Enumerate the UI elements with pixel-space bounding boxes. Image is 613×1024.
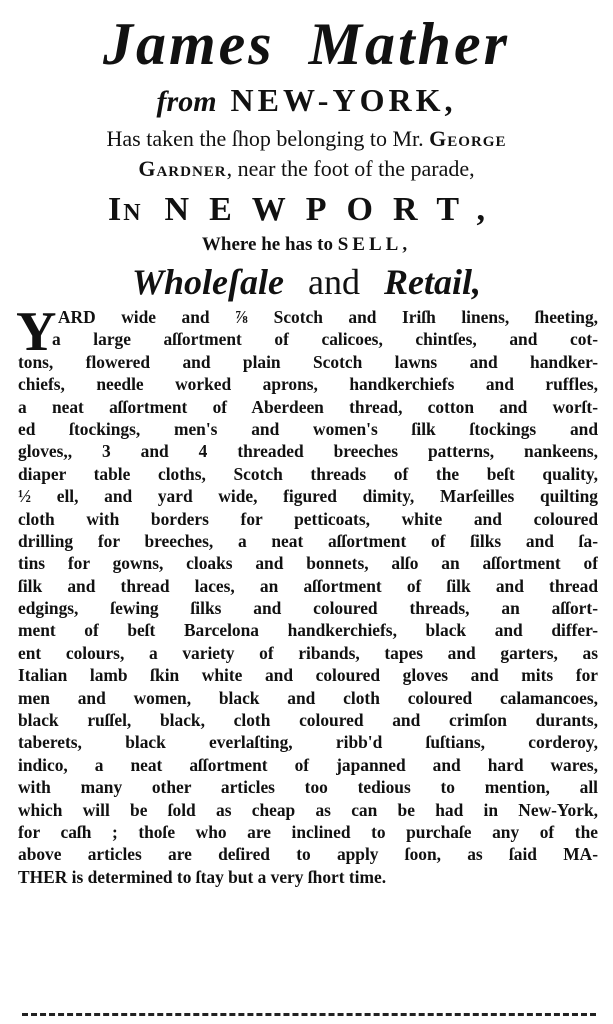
wholesale-word: Wholeſale	[132, 262, 284, 302]
paragraph-line: ſilk and thread laces, an aſſortment of ſilk and thread	[18, 575, 598, 596]
shop-owner-first-name: George	[429, 126, 507, 151]
paragraph-line: THER is determined to ſtay but a very ſhort time.	[18, 866, 387, 887]
and-word: and	[308, 262, 360, 302]
origin-city: NEW-YORK,	[230, 82, 457, 118]
paragraph-line: for caſh ; thoſe who are inclined to purchaſe any of the	[18, 821, 598, 842]
paragraph-line: diaper table cloths, Scotch threads of the beſt quality,	[18, 463, 598, 484]
retail-word: Retail,	[383, 262, 481, 302]
paragraph-line: ed ſtockings, men's and women's ſilk ſtockings and	[18, 418, 598, 439]
paragraph-line: a large aſſortment of calicoes, chintſes, and cot-	[52, 329, 598, 350]
paragraph-line: drilling for breeches, a neat aſſortment of ſilks and ſa-	[18, 530, 598, 551]
goods-list-paragraph	[16, 301, 598, 888]
paragraph-line: a neat aſſortment of Aberdeen thread, cotton and worſt-	[18, 396, 598, 417]
paragraph-line: taberets, black everlaſting, ribb'd ſuſtians, corderoy,	[18, 732, 598, 753]
shop-line-2-text: , near the foot of the parade,	[226, 156, 475, 181]
sell-line-text: Where he has to	[201, 234, 338, 255]
wholesale-retail-line	[0, 260, 613, 304]
shop-owner-last-name: Gardner	[138, 156, 227, 181]
paragraph-line: ent colours, a variety of ribands, tapes and garters, as	[18, 642, 598, 663]
town-name: NEWPORT,	[164, 191, 506, 228]
paragraph-line: cloth with borders for petticoats, white and coloured	[18, 508, 598, 529]
paragraph-line: men and women, black and cloth coloured calamancoes,	[18, 687, 598, 708]
paragraph-line: which will be ſold as cheap as can be had in New-York,	[18, 799, 598, 820]
origin-line	[0, 82, 613, 125]
paragraph-line: ment of beſt Barcelona handkerchiefs, black and differ-	[18, 620, 598, 641]
from-word: from	[156, 85, 217, 118]
shop-line-2	[0, 154, 613, 184]
advertiser-name: James Mather	[102, 11, 511, 77]
shop-line-1-text: Has taken the ſhop belonging to Mr.	[106, 126, 430, 151]
paragraph-line: indico, a neat aſſortment of japanned and hard wares,	[18, 754, 598, 775]
paragraph-line: ARD wide and ⅞ Scotch and Iriſh linens, ſheeting,	[58, 307, 598, 327]
paragraph-line: edgings, ſewing ſilks and coloured threads, an aſſort-	[18, 598, 598, 619]
sell-word: SELL,	[337, 234, 412, 255]
paragraph-line: ½ ell, and yard wide, figured dimity, Marſeilles quilting	[18, 486, 598, 507]
in-word: In	[107, 191, 143, 228]
paragraph-line: Italian lamb ſkin white and coloured gloves and mits for	[18, 665, 598, 686]
drop-cap: Y	[16, 301, 57, 363]
paragraph-line: with many other articles too tedious to mention, all	[18, 777, 598, 798]
paragraph-line: tons, flowered and plain Scotch lawns and handker-	[18, 351, 598, 372]
paragraph-line: above articles are deſired to apply ſoon, as ſaid MA-	[18, 844, 598, 865]
location-line	[0, 190, 613, 230]
paragraph-line: tins for gowns, cloaks and bonnets, alſo an aſſortment of	[18, 553, 598, 574]
sell-line	[0, 232, 613, 258]
paragraph-line: gloves,, 3 and 4 threaded breeches patterns, nankeens,	[18, 441, 598, 462]
bottom-rule	[22, 1013, 596, 1016]
paragraph-line: black ruſſel, black, cloth coloured and crimſon durants,	[18, 710, 598, 731]
shop-line-1	[0, 124, 613, 154]
paragraph-line: chiefs, needle worked aprons, handkerchiefs and ruffles,	[18, 374, 598, 395]
